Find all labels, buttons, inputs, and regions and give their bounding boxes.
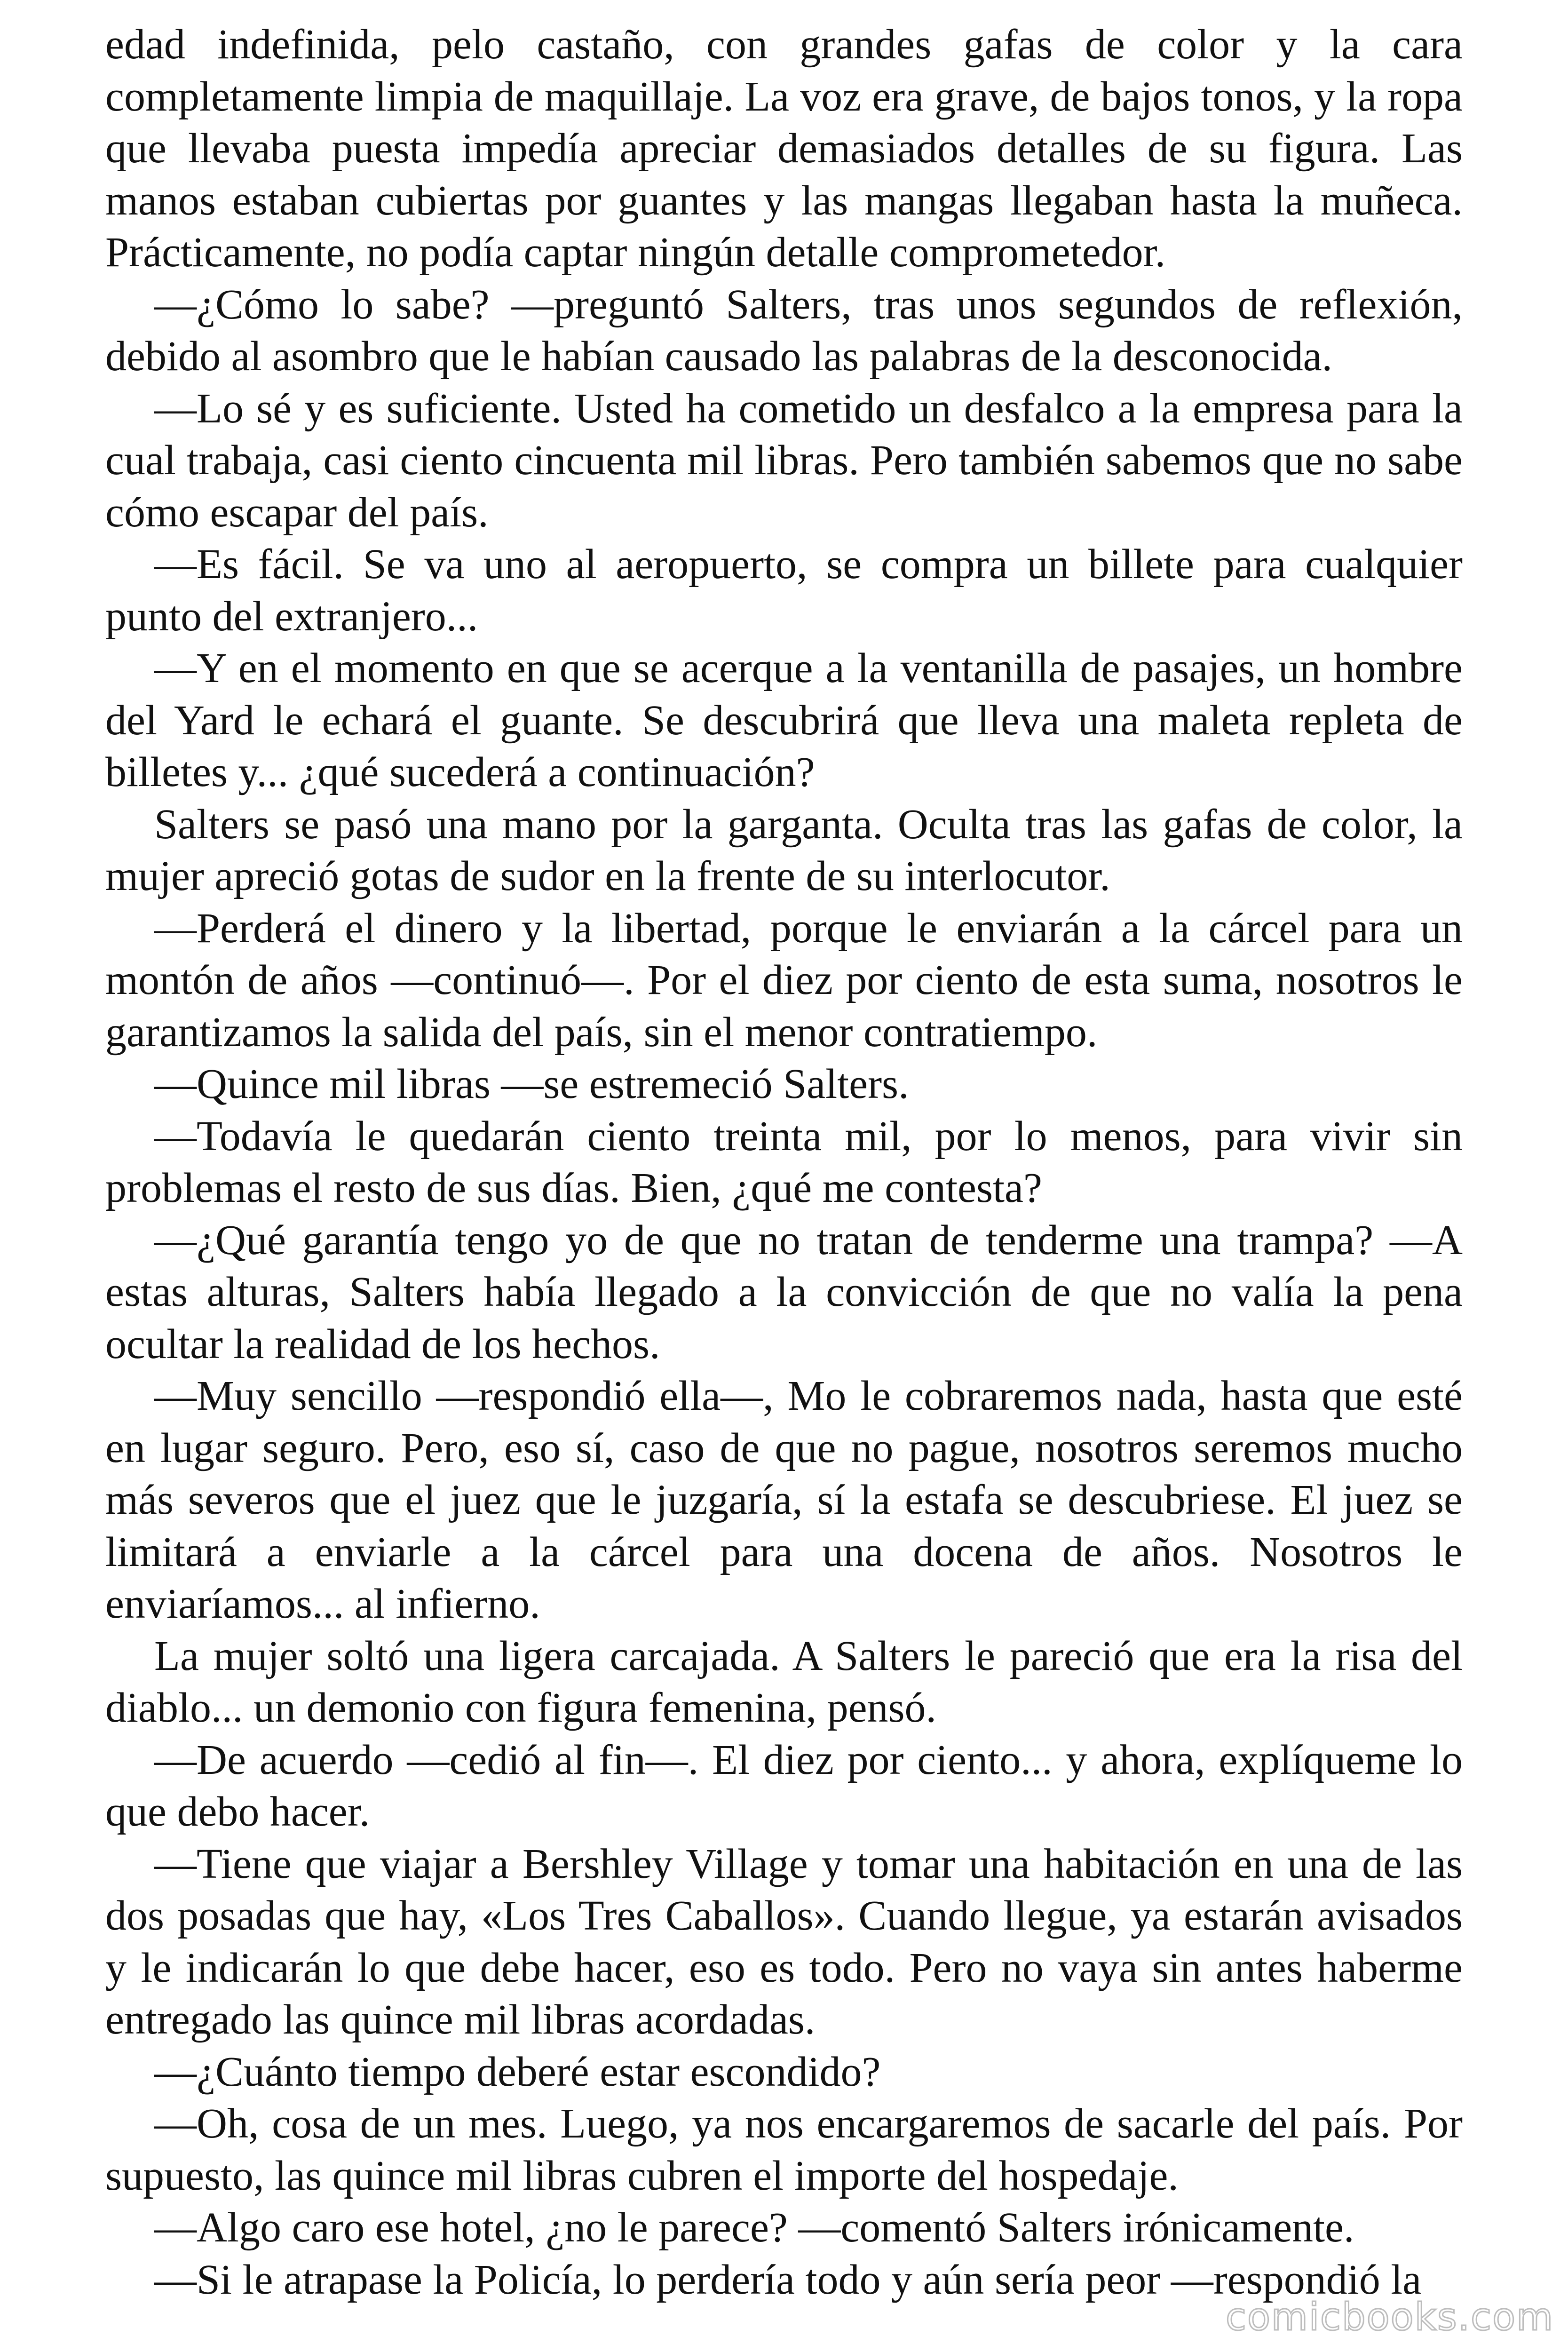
watermark-logo: comicbooks.com [1225, 2295, 1554, 2339]
paragraph-7: —Perderá el dinero y la libertad, porque le enviarán a la cárcel para un montón de años —continuó—. Por el diez por ciento de esta suma, nosotros le garantizamos la salida del país, sin el menor contratiempo. [105, 905, 1463, 1056]
paragraph-16: —Oh, cosa de un mes. Luego, ya nos encargaremos de sacarle del país. Por supuesto, las quince mil libras cubren el importe del hospedaje. [105, 2100, 1463, 2199]
paragraph-4: —Es fácil. Se va uno al aeropuerto, se compra un billete para cualquier punto del extranjero... [105, 541, 1463, 640]
paragraph-10: —¿Qué garantía tengo yo de que no tratan de tenderme una trampa? —A estas alturas, Salters había llegado a la convicción de que no valía la pena ocultar la realidad de los hechos. [105, 1216, 1463, 1367]
paragraph-17: —Algo caro ese hotel, ¿no le parece? —comentó Salters irónicamente. [154, 2204, 1354, 2251]
paragraph-18: —Si le atrapase la Policía, lo perdería todo y aún sería peor —respondió la [154, 2256, 1422, 2303]
paragraph-13: —De acuerdo —cedió al fin—. El diez por ciento... y ahora, explíqueme lo que debo hacer. [105, 1736, 1463, 1835]
paragraph-14: —Tiene que viajar a Bershley Village y tomar una habitación en una de las dos posadas que hay, «Los Tres Caballos». Cuando llegue, ya estarán avisados y le indicarán lo que debe hacer, eso es todo. Pero no vaya sin antes haberme entregado las quince mil libras acordadas. [105, 1840, 1463, 2043]
paragraph-6: Salters se pasó una mano por la garganta. Oculta tras las gafas de color, la mujer apreció gotas de sudor en la frente de su interlocutor. [105, 801, 1463, 899]
paragraph-3: —Lo sé y es suficiente. Usted ha cometido un desfalco a la empresa para la cual trabaja, casi ciento cincuenta mil libras. Pero también sabemos que no sabe cómo escapar del país. [105, 385, 1463, 536]
paragraph-1: edad indefinida, pelo castaño, con grandes gafas de color y la cara completamente limpia de maquillaje. La voz era grave, de bajos tonos, y la ropa que llevaba puesta impedía apreciar demasiados detalles de su figura. Las manos estaban cubiertas por guantes y las mangas llegaban hasta la muñeca. Prácticamente, no podía captar ningún detalle comprometedor. [105, 21, 1463, 276]
paragraph-12: La mujer soltó una ligera carcajada. A Salters le pareció que era la risa del diablo... un demonio con figura femenina, pensó. [105, 1632, 1463, 1731]
paragraph-9: —Todavía le quedarán ciento treinta mil, por lo menos, para vivir sin problemas el resto de sus días. Bien, ¿qué me contesta? [105, 1112, 1463, 1211]
paragraph-2: —¿Cómo lo sabe? —preguntó Salters, tras unos segundos de reflexión, debido al asombro que le habían causado las palabras de la desconocida. [105, 281, 1463, 380]
paragraph-5: —Y en el momento en que se acerque a la ventanilla de pasajes, un hombre del Yard le echará el guante. Se descubrirá que lleva una maleta repleta de billetes y... ¿qué sucederá a continuación? [105, 645, 1463, 795]
document-page [105, 19, 1463, 2324]
paragraph-11: —Muy sencillo —respondió ella—, Mo le cobraremos nada, hasta que esté en lugar seguro. Pero, eso sí, caso de que no pague, nosotros seremos mucho más severos que el juez que le juzgaría, sí la estafa se descubriese. El juez se limitará a enviarle a la cárcel para una docena de años. Nosotros le enviaríamos... al infierno. [105, 1373, 1463, 1627]
paragraph-8: —Quince mil libras —se estremeció Salters. [154, 1061, 909, 1107]
paragraph-15: —¿Cuánto tiempo deberé estar escondido? [154, 2048, 881, 2095]
